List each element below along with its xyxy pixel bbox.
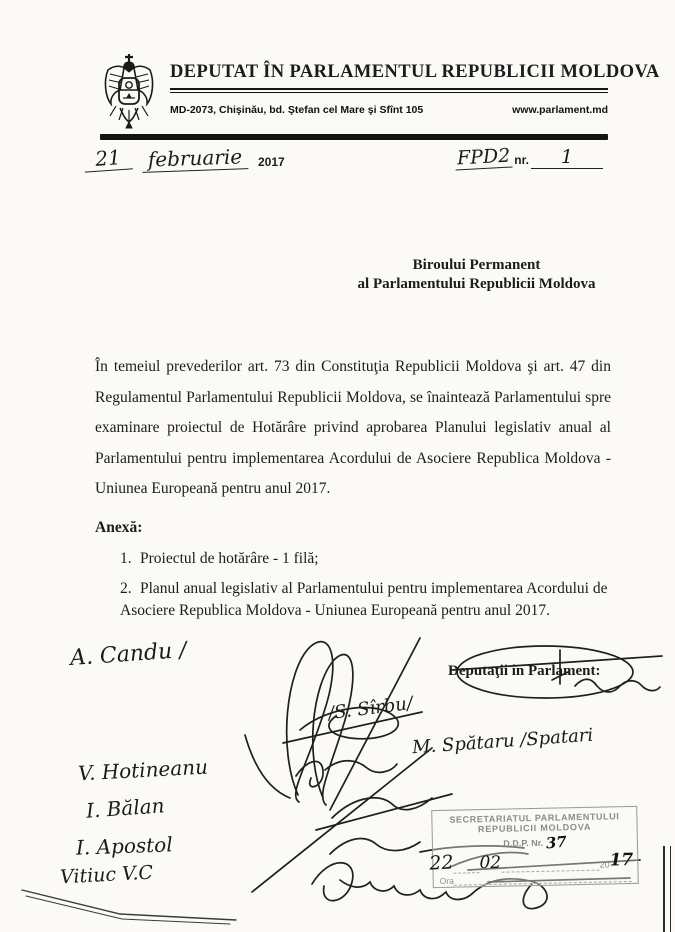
annex-label: Anexă:: [95, 519, 143, 536]
flourish-oval: [457, 646, 633, 698]
stamp-year-prefix: 20: [599, 859, 610, 870]
registry-stamp: [428, 806, 639, 888]
addressee-line1: Biroului Permanent: [412, 257, 541, 273]
letterhead-address: MD-2073, Chişinău, bd. Ştefan cel Mare şi Sfînt 105: [170, 104, 424, 116]
letterhead-title: DEPUTAT ÎN PARLAMENTUL REPUBLICII MOLDOVA: [170, 62, 660, 82]
body-paragraph: În temeiul prevederilor art. 73 din Constituţia Republicii Moldova şi art. 47 din Regulamentul Parlamentului Republicii Moldova, se înaintează Parlamentului spre examinare proiectul de Hotărâre privind aprobarea Planului legislativ anual al Parlamentului pentru implementarea Acordului de Asociere Republica Moldova - Uniunea Europeană pentru anul 2017.: [95, 358, 611, 497]
addressee-line2: al Parlamentului Republicii Moldova: [357, 276, 596, 292]
handwritten-reg-number: 1: [531, 146, 603, 169]
signature-balan: I. Bălan: [85, 793, 166, 823]
scan-line-1: [22, 890, 236, 920]
addressee-block: [343, 256, 610, 294]
annex-item-1-number: 1.: [120, 550, 132, 567]
flourish-zigzag: [575, 679, 660, 692]
moldova-coat-of-arms-icon: [100, 52, 158, 132]
title-double-rule: [170, 88, 608, 93]
stamp-line1: SECRETARIATUL PARLAMENTULUI: [449, 811, 620, 825]
stamp-year-handwritten: 17: [609, 849, 634, 871]
handwritten-month: februarie: [142, 144, 249, 173]
signature-apostol: I. Apostol: [75, 832, 174, 860]
signature-sirbu: /S. Sîrbu/: [327, 692, 415, 725]
scan-line-2: [26, 896, 230, 924]
stamp-line2: REPUBLICII MOLDOVA: [477, 821, 592, 835]
annex-item-1: [120, 548, 610, 570]
date-line: [84, 146, 285, 171]
signature-vitiuc: Vitiuc V.C: [59, 861, 154, 889]
signatures-heading: Deputaţii în Parlament:: [448, 663, 601, 679]
scan-edge-artifact: [663, 846, 671, 932]
stamp-month-handwritten: 02: [479, 852, 502, 874]
flourish-oval-cross: [552, 650, 568, 684]
signature-spataru: M. Spătaru /Spatari: [411, 724, 594, 759]
handwritten-day: 21: [83, 144, 133, 172]
letterhead-website: www.parlament.md: [512, 104, 608, 116]
signature-flourishes: [0, 630, 675, 932]
annex-item-2-number: 2.: [120, 580, 132, 597]
annex-item-2: [120, 578, 614, 622]
flourish-long-stroke: [452, 656, 662, 670]
annex-item-2-text: Planul anual legislativ al Parlamentului pentru implementarea Acordului de Asociere Republica Moldova - Uniunea Europeană pentru anul 2017.: [120, 580, 608, 619]
stamp-ora-label: Ora: [439, 875, 454, 887]
handwritten-reg-prefix: FPD2: [454, 145, 512, 171]
flourish-diagonal-2: [252, 748, 432, 892]
registration-number-line: [455, 146, 603, 169]
header-separator-bar: [100, 134, 608, 140]
flourish-loop-3: [245, 735, 290, 798]
signature-candu: A. Candu /: [69, 637, 188, 672]
flourish-hotineanu: [296, 761, 397, 787]
printed-nr-label: nr.: [514, 153, 529, 167]
stamp-ddp-label: D.D.P. Nr.: [503, 837, 544, 849]
annex-item-1-text: Proiectul de hotărâre - 1 filă;: [140, 550, 319, 567]
stamp-ora-line: [434, 872, 638, 886]
printed-year: 2017: [258, 155, 285, 169]
stamp-day-handwritten: 22: [428, 851, 455, 875]
signature-hotineanu: V. Hotineanu: [77, 754, 209, 786]
stamp-ddp-number-handwritten: 37: [544, 832, 568, 853]
